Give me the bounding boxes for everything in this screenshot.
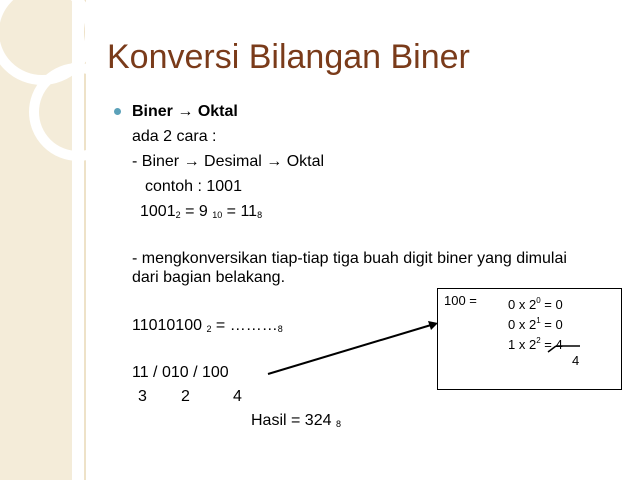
method-two-line1: - mengkonversikan tiap-tiap tiga buah digit biner yang dimulai xyxy=(132,250,567,267)
calc-row-term: 0 x 2 xyxy=(508,297,537,312)
octal-digit: 3 xyxy=(138,388,147,405)
eq-base-dec: 10 xyxy=(212,210,223,220)
method-one-mid: Desimal xyxy=(204,153,262,170)
calc-row xyxy=(508,293,563,313)
method-two-line2: dari bagian belakang. xyxy=(132,269,286,286)
eq-base-out: 8 xyxy=(257,210,263,220)
right-arrow-icon: → xyxy=(266,153,283,170)
calc-row-exp: 2 xyxy=(536,336,541,345)
result-text: Hasil = 324 xyxy=(251,412,332,429)
binary-groups: 11 / 010 / 100 xyxy=(132,364,229,381)
calc-total: 4 xyxy=(572,353,580,368)
heading-source: Biner xyxy=(132,103,173,120)
slide-title: Konversi Bilangan Biner xyxy=(107,38,470,76)
example-label: contoh : 1001 xyxy=(145,178,242,195)
right-arrow-icon: → xyxy=(183,153,200,170)
heading-target: Oktal xyxy=(197,103,238,120)
calc-row-term: 0 x 2 xyxy=(508,317,537,332)
eq-binary: 1001 xyxy=(140,203,176,220)
calc-row-value: = 0 xyxy=(540,297,563,312)
methods-count: ada 2 cara : xyxy=(132,128,217,145)
calc-label: 100 = xyxy=(444,293,477,308)
calc-row-value: = 4 xyxy=(540,337,563,352)
calc-row-exp: 1 xyxy=(536,316,541,325)
q-base-out: 8 xyxy=(277,324,283,334)
right-arrow-icon: → xyxy=(177,103,194,120)
calc-row xyxy=(508,333,563,353)
method-one-start: - Biner xyxy=(132,153,180,170)
eq-decimal: = 9 xyxy=(185,203,208,220)
q-binary: 11010100 xyxy=(132,317,202,334)
eq-octal: = 11 xyxy=(226,203,258,220)
q-rest: = ……… xyxy=(215,317,278,334)
calc-row xyxy=(508,313,563,333)
method-one-end: Oktal xyxy=(286,153,325,170)
q-base-in: 2 xyxy=(206,324,212,334)
calc-row-value: = 0 xyxy=(540,317,563,332)
calc-row-exp: 0 xyxy=(536,296,541,305)
calc-row-term: 1 x 2 xyxy=(508,337,537,352)
result-base: 8 xyxy=(335,419,341,429)
octal-digit: 2 xyxy=(181,388,190,405)
eq-base-in: 2 xyxy=(175,210,181,220)
octal-digit: 4 xyxy=(233,388,242,405)
